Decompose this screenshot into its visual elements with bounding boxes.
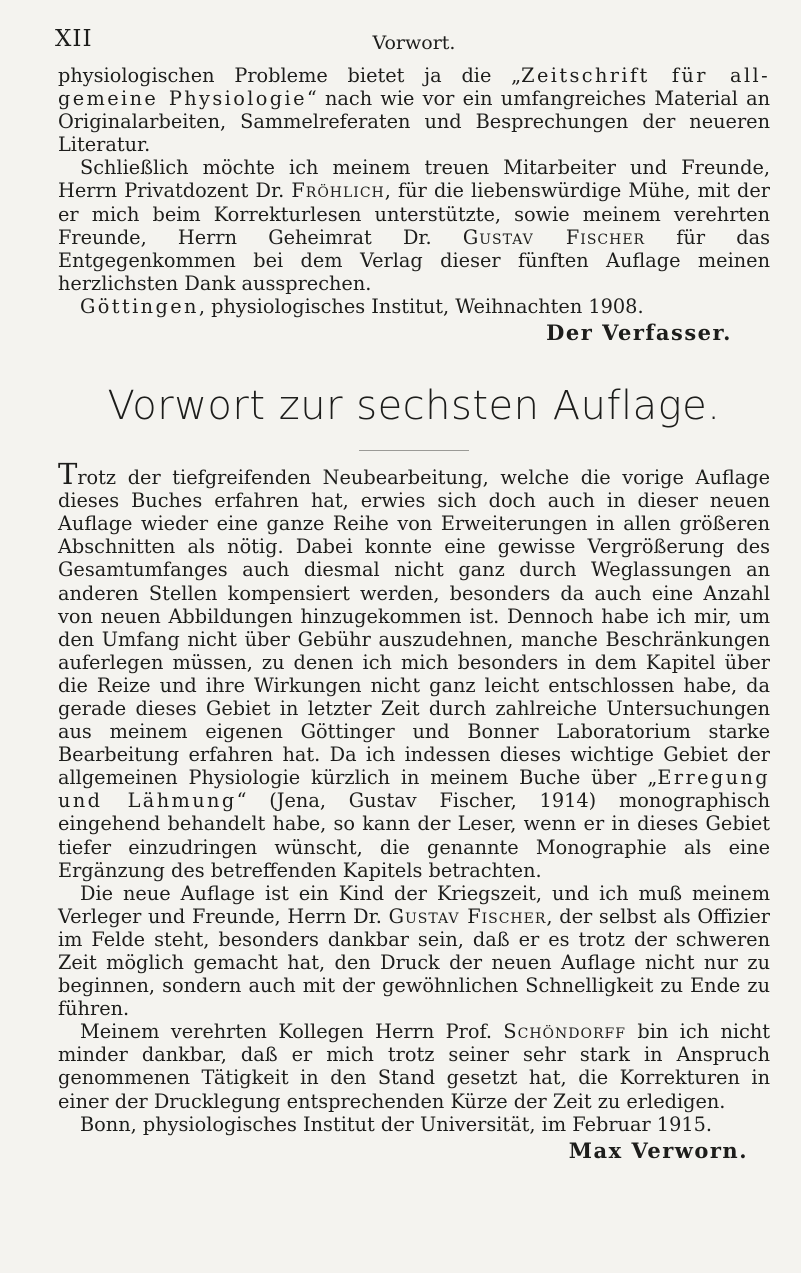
place-date-line: Bonn, physiologisches Institut der Universität, im Februar 1915.	[80, 1112, 713, 1136]
person-name: Fröhlich	[291, 179, 385, 203]
text-run: für das Entgegenkommen bei dem Verlag dieser fünften Auflage meinen herzlichsten Dank aussprechen.	[58, 225, 770, 295]
sixth-preface-paragraph-1	[58, 457, 770, 882]
running-title: Vorwort.	[372, 32, 456, 54]
section-divider	[359, 450, 469, 451]
text-run: Schließlich möchte ich meinem treuen Mitarbeiter und Freunde, Herrn Privatdozent Dr.	[58, 156, 770, 203]
text-run: physiologischen Probleme bietet ja die „	[58, 64, 522, 87]
acknowledgement-paragraph	[58, 156, 770, 295]
page-number: XII	[55, 26, 93, 52]
text-run: , der selbst als Offizier im Felde steht, besonders dankbar sein, daß er es trotz der schweren Zeit möglich gemacht hat, den Druck der neuen Auflage nicht nur zu beginnen, sondern auch mit der gewöhnlichen Schnelligkeit zu Ende zu führen.	[58, 904, 771, 1021]
text-run: rotz der tiefgreifenden Neubearbeitung, welche die vorige Auflage dieses Buches erfahren hat, erwies sich doch auch in dieser neuen Auflage wieder eine ganze Reihe von Erweiterungen in allen größeren Abschnitten als nötig. Dabei konnte eine gewisse Vergrößerung des Gesamtumfanges auch diesmal nicht ganz durch Weglassungen an anderen Stellen kompensiert werden, besonders da auch eine Anzahl von neuen Abbildungen hinzugekommen ist. Dennoch habe ich mir, um den Umfang nicht über Gebühr auszudehnen, manche Beschränkungen auferlegen müssen, zu denen ich mich besonders in dem Kapitel über die Reize und ihre Wirkungen nicht ganz leicht entschlossen habe, da gerade dieses Gebiet in letzter Zeit durch zahlreiche Untersuchungen aus meinem eigenen Göttinger und Bonner Laboratorium starke Bearbeitung erfahren hat. Da ich indessen dieses wichtige Gebiet der allgemeinen Physiologie kürzlich in meinem Buche über „	[58, 466, 770, 790]
place-name: Göttingen	[80, 294, 199, 318]
text-run: “ (Jena, Gustav Fischer, 1914) monographisch eingehend behandelt habe, so kann der Leser, wenn er in dieses Gebiet tiefer einzudringen wünscht, die genannte Monographie als eine Ergänzung des betreffenden Kapitels betrachten.	[58, 789, 770, 882]
book-title: Erregung und Lähmung	[58, 766, 770, 813]
place-date-line	[58, 295, 770, 318]
sixth-preface-paragraph-3	[58, 1020, 770, 1112]
text-run: , für die liebenswürdige Mühe, mit der er mich beim Korrekturlesen unterstützte, sowie meinem verehrten Freunde, Herrn Geheimrat Dr.	[58, 179, 770, 249]
text-run: Meinem verehrten Kollegen Herrn Prof.	[80, 1020, 504, 1044]
journal-title: Zeitschrift für all-gemeine Physiologie	[58, 64, 770, 111]
person-name: Schöndorff	[503, 1020, 626, 1044]
person-name: Gustav Fischer	[388, 904, 547, 928]
text-run: Die neue Auflage ist ein Kind der Kriegszeit, und ich muß meinem Verleger und Freunde, Herrn Dr.	[58, 881, 770, 928]
previous-preface-end-paragraph	[58, 64, 770, 156]
sixth-preface-paragraph-2	[58, 882, 770, 1021]
text-run: , physiologisches Institut, Weihnachten 1908.	[198, 294, 644, 318]
person-name: Gustav Fischer	[462, 225, 646, 249]
author-signature: Der Verfasser.	[546, 320, 732, 346]
section-heading: Vorwort zur sechsten Auflage.	[107, 383, 721, 430]
text-run: “ nach wie vor ein umfangreiches Material an Originalarbeiten, Sammelreferaten und Besprechungen der neueren Literatur.	[58, 87, 770, 157]
author-signature: Max Verworn.	[568, 1137, 748, 1163]
book-page	[55, 26, 771, 1163]
text-run: bin ich nicht minder dankbar, daß er mich trotz seiner sehr stark in Anspruch genommenen Tätigkeit in den Stand gesetzt hat, die Korrekturen in einer der Drucklegung entsprechenden Kürze der Zeit zu erledigen.	[58, 1020, 770, 1113]
page-header	[55, 26, 770, 64]
initial-letter: T	[58, 457, 78, 492]
